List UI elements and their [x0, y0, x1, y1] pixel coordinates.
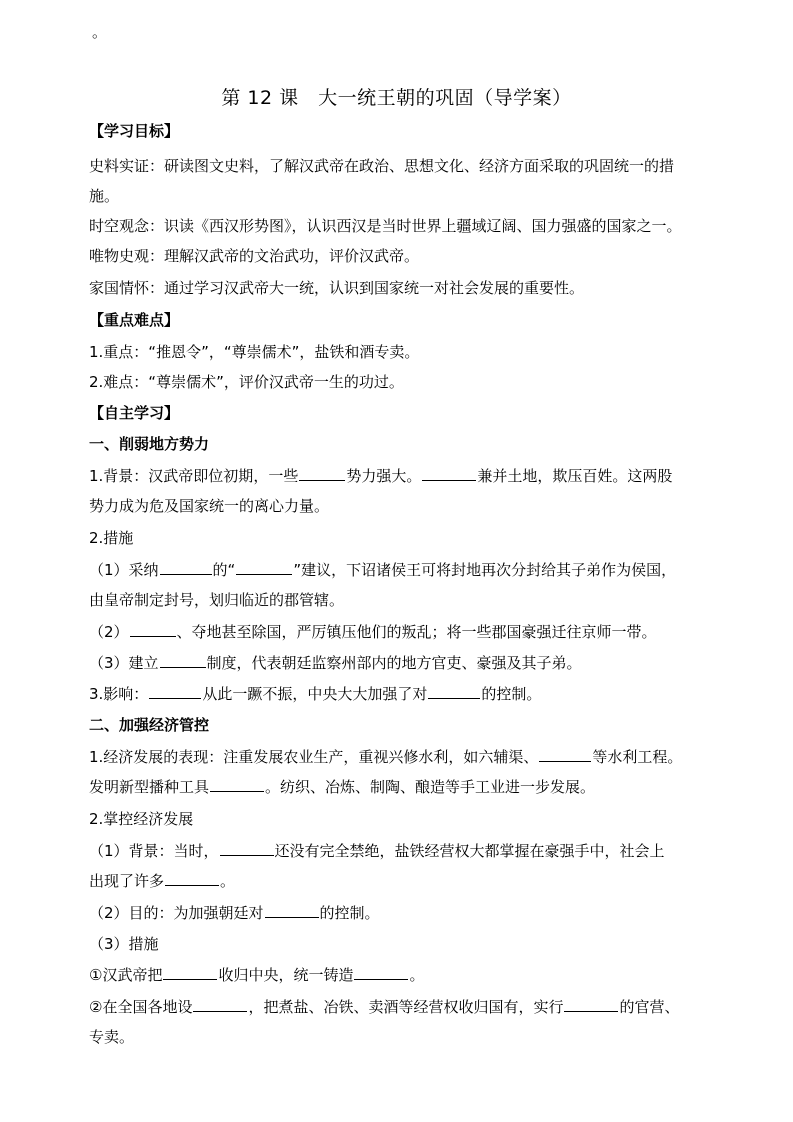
text-span: 势力强大。 [346, 467, 422, 485]
control-3-item-2-cont: 专卖。 [89, 1028, 135, 1046]
text-span: （3）建立 [89, 654, 159, 672]
text-span: 制度，代表朝廷监察州部内的地方官吏、豪强及其子弟。 [206, 654, 582, 672]
control-3-label: （3）措施 [89, 935, 159, 953]
fill-blank[interactable] [236, 559, 292, 575]
fill-blank[interactable] [149, 683, 201, 699]
measure-3-line [89, 652, 709, 674]
section-2-title: 二、加强经济管控 [89, 716, 210, 734]
text-span: ①汉武帝把 [89, 966, 163, 984]
fill-blank[interactable] [193, 996, 247, 1012]
impact-line [89, 683, 709, 705]
control-2-line [89, 902, 709, 924]
fill-blank[interactable] [210, 776, 264, 792]
selfstudy-heading: 【自主学习】 [89, 404, 180, 422]
text-span: （2） [89, 623, 129, 641]
text-span: 。 [409, 966, 425, 984]
fill-blank[interactable] [163, 964, 217, 980]
control-3-item-1 [89, 964, 709, 986]
objectives-heading: 【学习目标】 [89, 122, 180, 140]
measure-2-line [89, 621, 709, 643]
control-3-item-2 [89, 996, 709, 1018]
fill-blank[interactable] [428, 683, 480, 699]
keypoint-item-2: 2.难点：“尊崇儒术”，评价汉武帝一生的功过。 [89, 373, 404, 391]
fill-blank[interactable] [160, 559, 212, 575]
text-span: 从此一蹶不振，中央大大加强了对 [202, 685, 428, 703]
fill-blank[interactable] [564, 996, 618, 1012]
objective-item-2: 时空观念：识读《西汉形势图》，认识西汉是当时世界上疆域辽阔、国力强盛的国家之一。 [89, 217, 682, 235]
text-span: 的“ [212, 561, 236, 579]
text-span: 。纺织、冶炼、制陶、酿造等手工业进一步发展。 [265, 778, 596, 796]
fill-blank[interactable] [422, 465, 476, 481]
text-span: 的控制。 [319, 904, 380, 922]
text-span: 等水利工程。 [592, 748, 683, 766]
page-title: 第 12 课 大一统王朝的巩固（导学案） [221, 87, 572, 109]
text-span: 的控制。 [481, 685, 542, 703]
fill-blank[interactable] [354, 964, 408, 980]
econ-line-cont [89, 776, 709, 798]
keypoints-heading: 【重点难点】 [89, 311, 180, 329]
fill-blank[interactable] [165, 870, 219, 886]
text-span: ②在全国各地设 [89, 998, 193, 1016]
text-span: 1.经济发展的表现：注重发展农业生产，重视兴修水利，如六辅渠、 [89, 748, 539, 766]
econ-line [89, 746, 709, 768]
fill-blank[interactable] [220, 840, 274, 856]
fill-blank[interactable] [160, 652, 206, 668]
objective-item-1-cont: 施。 [89, 187, 120, 205]
text-span: 出现了许多 [89, 872, 165, 890]
keypoint-item-1: 1.重点：“推恩令”，“尊崇儒术”，盐铁和酒专卖。 [89, 343, 420, 361]
fill-blank[interactable] [130, 621, 176, 637]
fill-blank[interactable] [265, 902, 319, 918]
text-span: 的官营、 [619, 998, 680, 1016]
text-span: （1）背景：当时， [89, 842, 219, 860]
section-1-title: 一、削弱地方势力 [89, 435, 210, 453]
objective-item-3: 唯物史观：理解汉武帝的文治武功，评价汉武帝。 [89, 247, 420, 265]
text-span: 兼并土地，欺压百姓。这两股 [477, 467, 673, 485]
text-span: 收归中央，统一铸造 [218, 966, 354, 984]
text-span: 。 [220, 872, 236, 890]
measures-label: 2.措施 [89, 529, 134, 547]
control-1-line [89, 840, 709, 862]
objective-item-4: 家国情怀：通过学习汉武帝大一统，认识到国家统一对社会发展的重要性。 [89, 279, 585, 297]
fill-blank[interactable] [539, 746, 591, 762]
text-span: 、夺地甚至除国，严厉镇压他们的叛乱；将一些郡国豪强迁往京师一带。 [176, 623, 657, 641]
text-span: 1.背景：汉武帝即位初期，一些 [89, 467, 299, 485]
text-span: 还没有完全禁绝，盐铁经营权大都掌握在豪强手中，社会上 [274, 842, 665, 860]
control-label: 2.掌控经济发展 [89, 810, 194, 828]
text-span: （1）采纳 [89, 561, 159, 579]
background-line-cont: 势力成为危及国家统一的离心力量。 [89, 497, 330, 515]
background-line [89, 465, 709, 487]
text-span: 3.影响： [89, 685, 149, 703]
text-span: （2）目的：为加强朝廷对 [89, 904, 264, 922]
text-span: ，把煮盐、冶铁、卖酒等经营权收归国有，实行 [248, 998, 564, 1016]
fill-blank[interactable] [299, 465, 345, 481]
text-span: 发明新型播种工具 [89, 778, 210, 796]
control-1-line-cont [89, 870, 709, 892]
text-span: ”建议，下诏诸侯王可将封地再次分封给其子弟作为侯国， [293, 561, 677, 579]
objective-item-1: 史料实证：研读图文史料，了解汉武帝在政治、思想文化、经济方面采取的巩固统一的措 [89, 157, 675, 175]
measure-1-line-cont: 由皇帝制定封号，划归临近的郡管辖。 [89, 591, 345, 609]
measure-1-line [89, 559, 709, 581]
stray-mark: 。 [92, 23, 108, 41]
